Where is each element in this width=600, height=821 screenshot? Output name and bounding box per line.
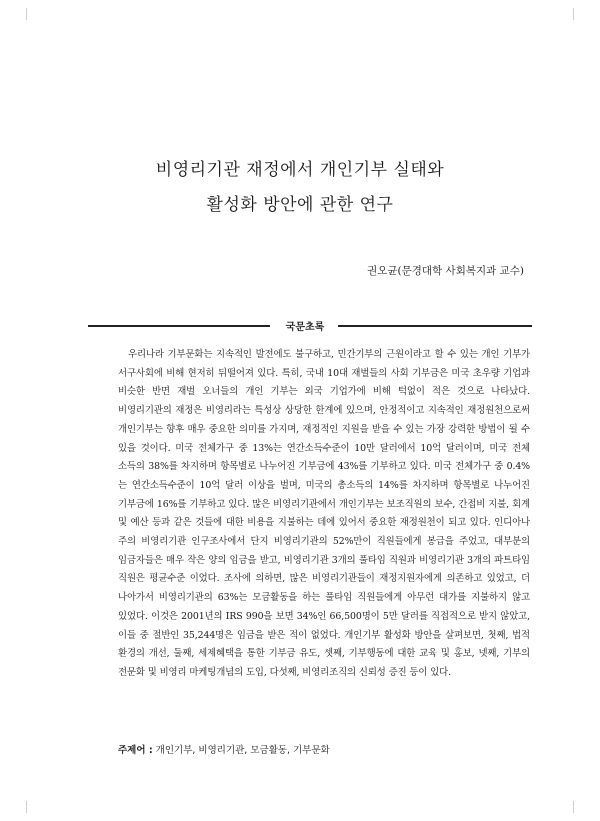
abstract-heading: 국문초록: [285, 322, 325, 333]
header-rule-left: [88, 325, 270, 327]
keywords-list: 개인기부, 비영리기관, 모금활동, 기부문화: [155, 745, 330, 756]
keywords-line: [118, 742, 330, 756]
crop-mark-bottom-right: [573, 801, 586, 813]
header-rule-right: [338, 325, 532, 327]
crop-mark-top-right: [573, 8, 586, 20]
crop-mark-bottom-left: [14, 801, 27, 813]
paper-title-line-1: 비영리기관 재정에서 개인기부 실태와: [155, 160, 445, 180]
keywords-label: 주제어 :: [118, 745, 153, 756]
abstract-section-header: [88, 318, 532, 332]
author-affiliation: 권오균(문경대학 사회복지과 교수): [367, 265, 524, 277]
crop-mark-top-left: [14, 8, 27, 20]
paper-title-line-2: 활성화 방안에 관한 연구: [206, 195, 394, 215]
abstract-body: 우리나라 기부문화는 지속적인 발전에도 불구하고, 민간기부의 근원이라고 할 수 있는 개인 기부가 서구사회에 비해 현저히 뒤떨어져 있다. 특히, 국내 10대 재벌들의 사회 기부금은 미국 초우량 기업과 비슷한 반면 재벌 오너들의 개인 기부는 외국 기업가에 비해 턱없이 적은 것으로 나타났다. 비영리기관의 재정은 비영리라는 특성상 상당한 한계에 있으며, 안정적이고 지속적인 재정원천으로써 개인기부는 향후 매우 중요한 의미를 가지며, 재정적인 지원을 받을 수 있는 가장 강력한 방법이 될 수 있을 것이다. 미국 전체가구 중 13%는 연간소득수준이 10만 달러에서 10억 달러이며, 미국 전체 소득의 38%를 차지하며 항목별로 나누어진 기부금에 43%를 기부하고 있다. 미국 전체가구 중 0.4%는 연간소득수준이 10억 달러 이상을 벌며, 미국의 총소득의 14%를 차지하며 항목별로 나누어진 기부금에 16%를 기부하고 있다. 많은 비영리기관에서 개인기부는 보조직원의 보수, 간접비 지불, 회계 및 예산 등과 같은 것들에 대한 비용을 지불하는 데에 있어서 중요한 재정원천이 되고 있다. 인디아나 주의 비영리기관 인구조사에서 단지 비영리기관의 52%만이 직원들에게 봉급을 주었고, 대부분의 임금자들은 매우 작은 양의 임금을 받고, 비영리기관 3개의 풀타임 직원과 비영리기관 3개의 파트타임 직원은 평균수준 이었다. 조사에 의하면, 많은 비영리기관들이 재정지원자에게 의존하고 있었고, 더 나아가서 비영리기관의 63%는 모금활동을 하는 풀타임 직원들에게 아무런 대가를 지불하지 않고 있었다. 이것은 2001년의 IRS 990을 보면 34%인 66,500명이 5만 달러를 직접적으로 받지 않았고, 이들 중 절반인 35,244명은 임금을 받은 적이 없었다. 개인기부 활성화 방안을 살펴보면, 첫째, 법적 환경의 개선, 둘째, 세제혜택을 통한 기부금 유도, 셋째, 기부행동에 대한 교육 및 홍보, 넷째, 기부의 전문화 및 비영리 마케팅개념의 도입, 다섯째, 비영리조직의 신뢰성 증진 등이 있다.: [118, 349, 530, 678]
